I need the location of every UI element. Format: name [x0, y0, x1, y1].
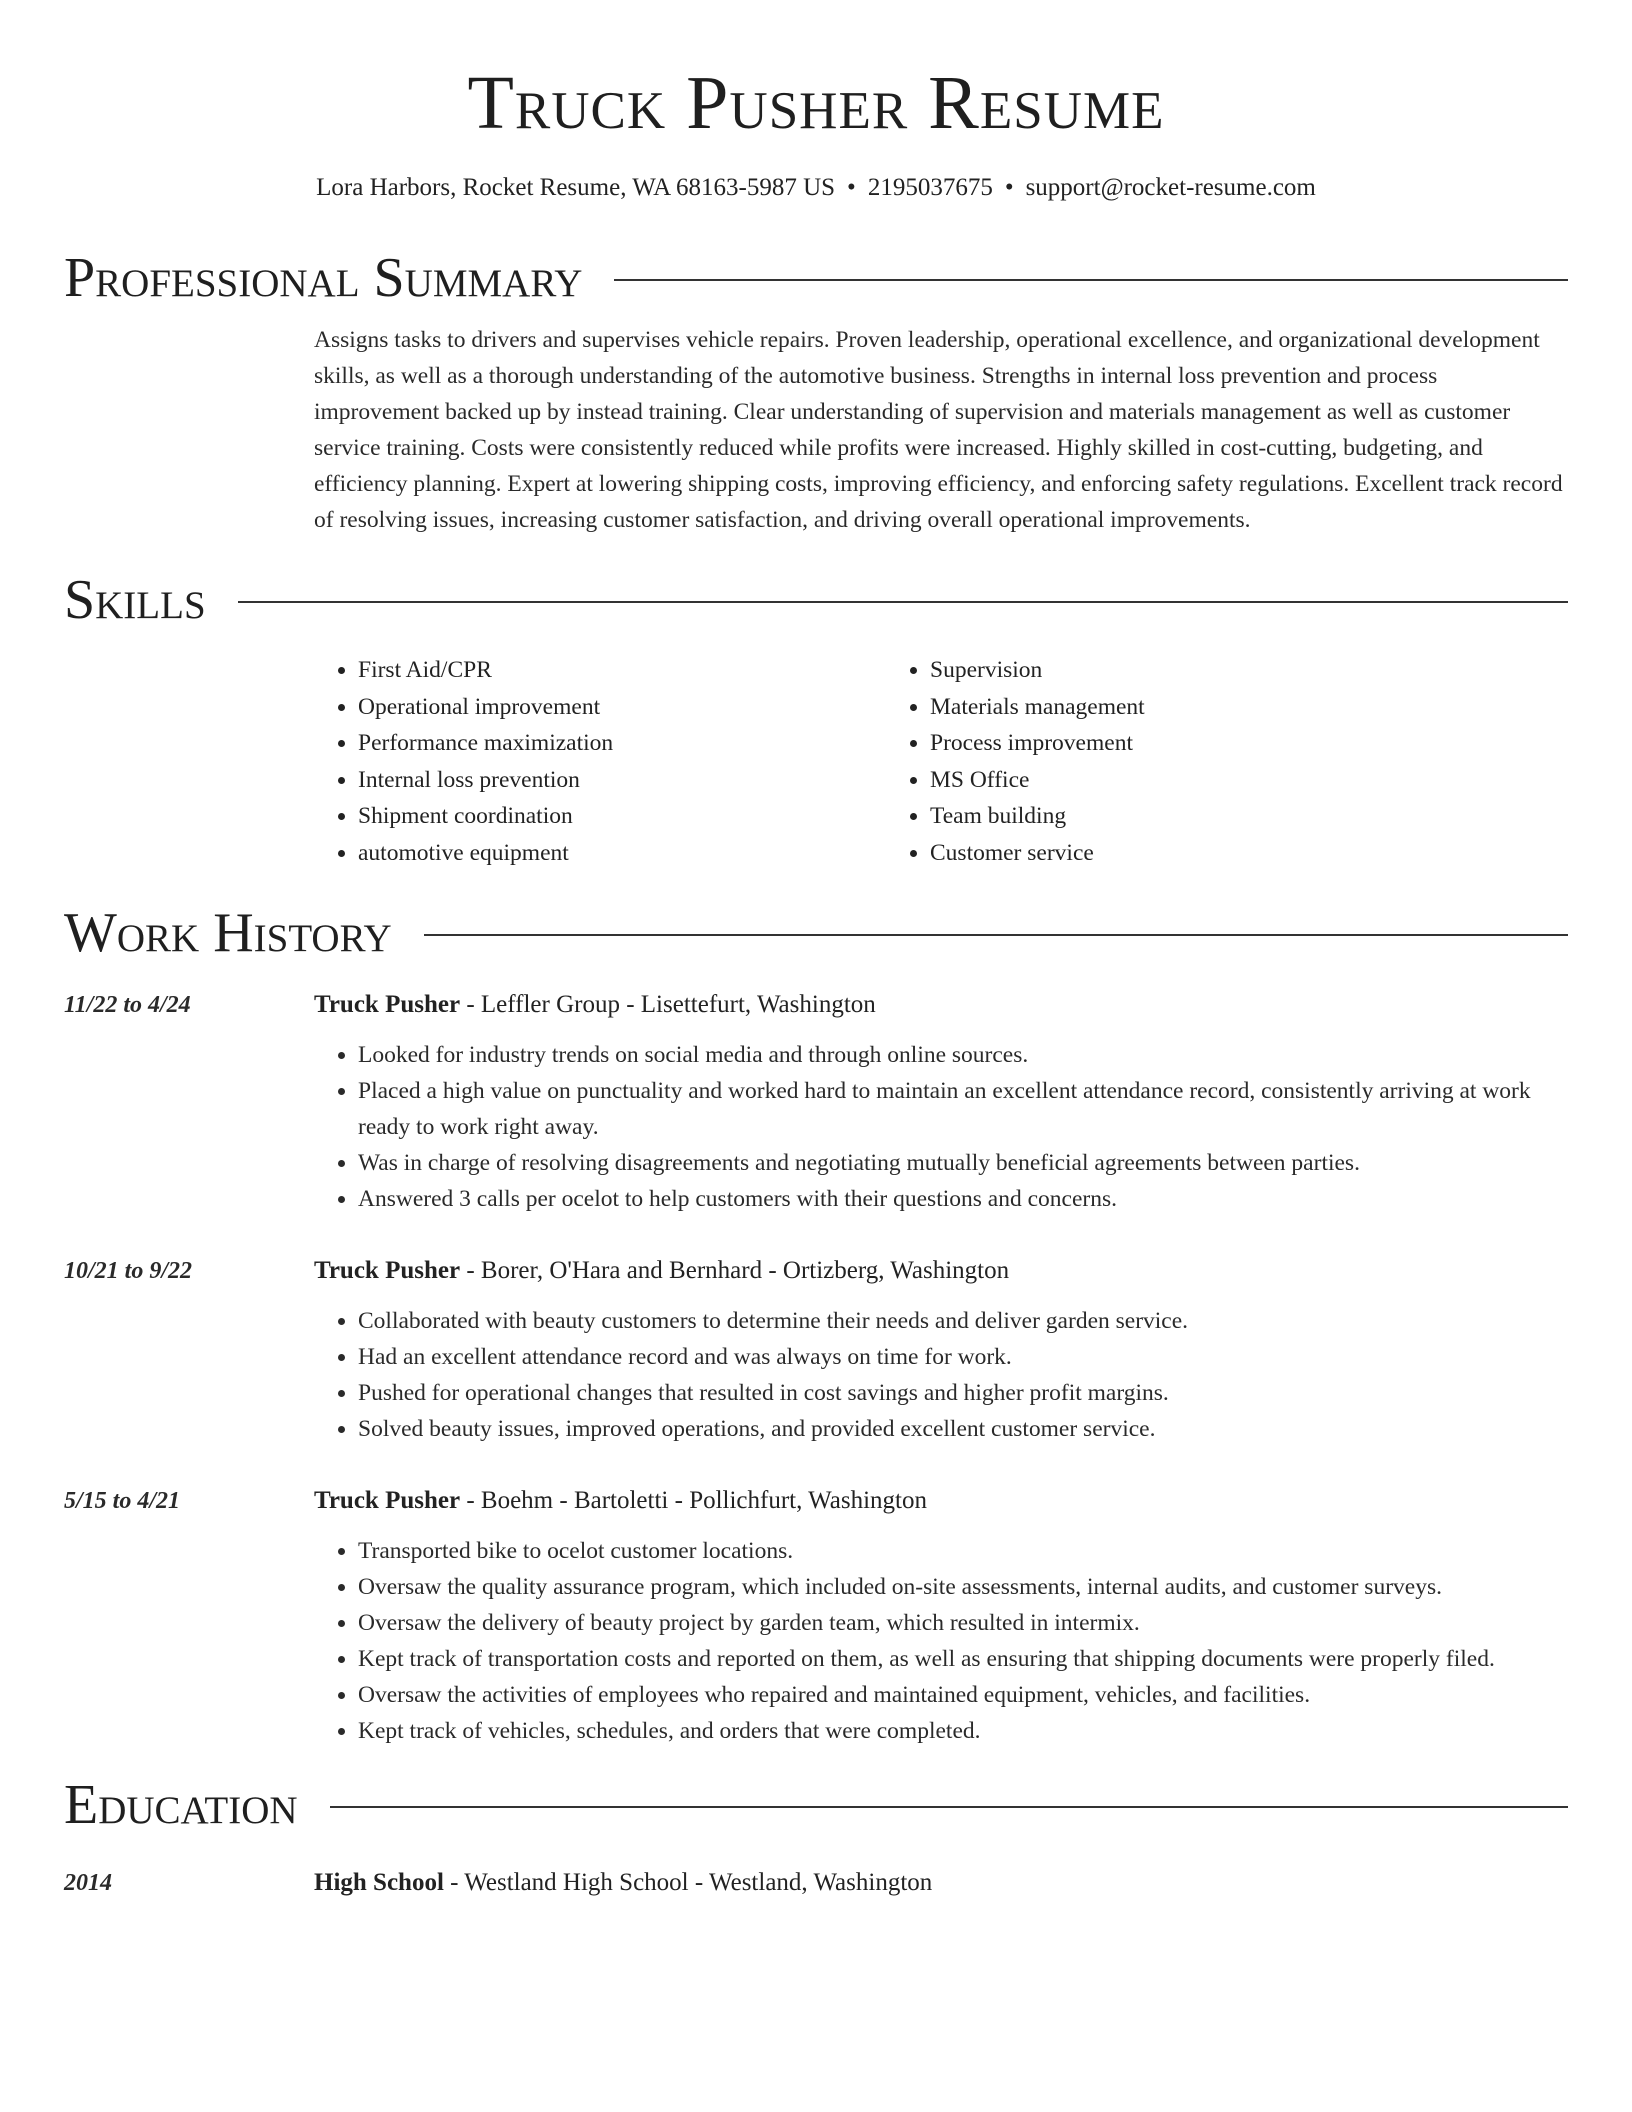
section-divider	[330, 1806, 1568, 1808]
skill-item: • Supervision	[930, 652, 1458, 689]
education-section-header	[64, 1773, 1568, 1837]
skill-item: • Internal loss prevention	[358, 762, 886, 799]
job-entry	[64, 1483, 1568, 1749]
job-body	[314, 1483, 1568, 1749]
education-details: - Westland High School - Westland, Washington	[443, 1869, 933, 1896]
job-title-line	[314, 1253, 1568, 1289]
job-dates: 11/22 to 4/24	[64, 992, 191, 1018]
education-year: 2014	[64, 1870, 112, 1896]
job-bullet: • Oversaw the quality assurance program, which included on-site assessments, internal audits, and customer surveys.	[358, 1569, 1568, 1605]
skills-heading: Skills	[64, 569, 206, 631]
job-title-line	[314, 987, 1568, 1023]
job-bullets	[314, 1303, 1568, 1447]
job-entry	[64, 1253, 1568, 1447]
skill-item: • automotive equipment	[358, 835, 886, 872]
skill-item: • Materials management	[930, 689, 1458, 726]
job-entry	[64, 987, 1568, 1217]
job-bullet: • Answered 3 calls per ocelot to help customers with their questions and concerns.	[358, 1181, 1568, 1217]
section-divider	[614, 279, 1568, 281]
job-bullet: • Solved beauty issues, improved operations, and provided excellent customer service.	[358, 1411, 1568, 1447]
job-role: Truck Pusher	[314, 1487, 461, 1514]
education-heading: Education	[64, 1774, 298, 1836]
job-title-line	[314, 1483, 1568, 1519]
education-degree: High School	[314, 1869, 444, 1896]
job-bullets	[314, 1533, 1568, 1749]
job-bullets	[314, 1037, 1568, 1217]
job-bullet: • Looked for industry trends on social media and through online sources.	[358, 1037, 1568, 1073]
job-body	[314, 1253, 1568, 1447]
job-bullet: • Oversaw the delivery of beauty project by garden team, which resulted in intermix.	[358, 1605, 1568, 1641]
job-role: Truck Pusher	[314, 991, 461, 1018]
skill-item: • First Aid/CPR	[358, 652, 886, 689]
skill-item: • Team building	[930, 798, 1458, 835]
summary-section-header	[64, 246, 1568, 310]
education-body	[314, 1865, 1568, 1901]
skills-column-left	[314, 652, 886, 871]
section-divider	[424, 934, 1568, 936]
job-bullet: • Oversaw the activities of employees who repaired and maintained equipment, vehicles, and facilities.	[358, 1677, 1568, 1713]
contact-address: Lora Harbors, Rocket Resume, WA 68163-5987 US	[316, 174, 836, 201]
section-divider	[238, 601, 1568, 603]
job-details: - Boehm - Bartoletti - Pollichfurt, Washington	[460, 1487, 927, 1514]
education-entry	[64, 1865, 1568, 1901]
skills-section-header	[64, 568, 1568, 632]
job-dates: 10/21 to 9/22	[64, 1258, 193, 1284]
skill-item: • Customer service	[930, 835, 1458, 872]
job-dates: 5/15 to 4/21	[64, 1488, 181, 1514]
job-bullet: • Collaborated with beauty customers to determine their needs and deliver garden service.	[358, 1303, 1568, 1339]
summary-text: Assigns tasks to drivers and supervises vehicle repairs. Proven leadership, operational excellence, and organizational development skills, as well as a thorough understanding of the automotive business. Strengths in internal loss prevention and process improvement backed up by instead training. Clear understanding of supervision and materials management as well as customer service training. Costs were consistently reduced while profits were increased. Highly skilled in cost-cutting, budgeting, and efficiency planning. Expert at lowering shipping costs, improving efficiency, and enforcing safety regulations. Excellent track record of resolving issues, increasing customer satisfaction, and driving overall operational improvements.	[314, 327, 1563, 533]
skill-item: • Shipment coordination	[358, 798, 886, 835]
education-title-line	[314, 1865, 1568, 1901]
skill-item: • Process improvement	[930, 725, 1458, 762]
resume-title: Truck Pusher Resume	[467, 61, 1165, 145]
work-section-header	[64, 901, 1568, 965]
job-bullet: • Kept track of transportation costs and reported on them, as well as ensuring that shipping documents were properly filed.	[358, 1641, 1568, 1677]
skill-item: • MS Office	[930, 762, 1458, 799]
job-details: - Borer, O'Hara and Bernhard - Ortizberg, Washington	[460, 1257, 1010, 1284]
contact-email[interactable]: support@rocket-resume.com	[1025, 174, 1316, 201]
contact-separator: •	[1004, 174, 1014, 201]
job-bullet: • Pushed for operational changes that resulted in cost savings and higher profit margins.	[358, 1375, 1568, 1411]
skill-item: • Performance maximization	[358, 725, 886, 762]
job-bullet: • Kept track of vehicles, schedules, and orders that were completed.	[358, 1713, 1568, 1749]
job-bullet: • Transported bike to ocelot customer locations.	[358, 1533, 1568, 1569]
job-bullet: • Had an excellent attendance record and was always on time for work.	[358, 1339, 1568, 1375]
contact-separator: •	[847, 174, 856, 201]
job-bullet: • Placed a high value on punctuality and worked hard to maintain an excellent attendance record, consistently arriving at work ready to work right away.	[358, 1073, 1568, 1145]
job-bullet: • Was in charge of resolving disagreements and negotiating mutually beneficial agreements between parties.	[358, 1145, 1568, 1181]
job-body	[314, 987, 1568, 1217]
skill-item: • Operational improvement	[358, 689, 886, 726]
contact-phone: 2195037675	[867, 174, 993, 201]
contact-line	[64, 172, 1568, 204]
skills-list	[314, 652, 1568, 871]
job-details: - Leffler Group - Lisettefurt, Washington	[460, 991, 876, 1018]
skills-column-right	[886, 652, 1458, 871]
work-heading: Work History	[64, 902, 392, 964]
job-role: Truck Pusher	[314, 1257, 461, 1284]
summary-heading: Professional Summary	[64, 247, 583, 309]
